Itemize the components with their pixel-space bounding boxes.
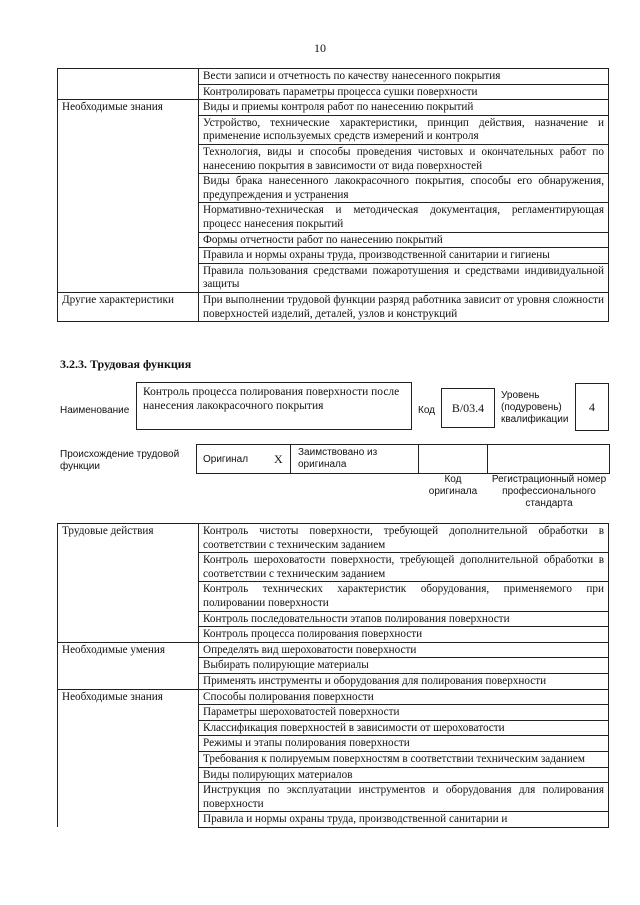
row-value: Контролировать параметры процесса сушки поверхности xyxy=(199,84,609,100)
name-label: Наименование xyxy=(60,405,130,416)
row-label xyxy=(58,69,199,85)
table-row xyxy=(58,69,609,85)
table-row xyxy=(58,720,609,736)
origin-divider xyxy=(290,444,291,474)
row-label xyxy=(58,263,199,292)
row-label xyxy=(58,203,199,232)
row-label xyxy=(58,582,199,611)
row-label: Другие характеристики xyxy=(58,292,199,321)
row-label: Трудовые действия xyxy=(58,524,199,553)
original-mark: X xyxy=(274,452,283,466)
row-value: Контроль чистоты поверхности, требующей дополнительной обработки в соответствии с техническим заданием xyxy=(199,524,609,553)
original-label: Оригинал xyxy=(203,454,249,465)
knowledge-table-top xyxy=(57,68,609,322)
row-value: Технология, виды и способы проведения чистовых и окончательных работ по нанесению покрытия в зависимости от вида поверхностей xyxy=(199,144,609,173)
origin-divider xyxy=(418,444,419,474)
origin-divider xyxy=(487,444,488,474)
row-label xyxy=(58,812,199,828)
table-row xyxy=(58,582,609,611)
row-value: Вести записи и отчетность по качеству нанесенного покрытия xyxy=(199,69,609,85)
row-value: Выбирать полирующие материалы xyxy=(199,658,609,674)
table-row xyxy=(58,627,609,643)
row-value: Контроль последовательности этапов полирования поверхности xyxy=(199,611,609,627)
row-value: Применять инструменты и оборудования для полирования поверхности xyxy=(199,673,609,689)
page-number: 10 xyxy=(314,41,326,55)
row-label xyxy=(58,736,199,752)
row-value: Способы полирования поверхности xyxy=(199,689,609,705)
section-title: 3.2.3. Трудовая функция xyxy=(60,357,192,371)
row-value: Устройство, технические характеристики, принцип действия, назначение и применение используемых средств измерений и контроля xyxy=(199,115,609,144)
function-code-box: В/03.4 xyxy=(441,388,495,428)
row-label xyxy=(58,611,199,627)
row-label xyxy=(58,84,199,100)
row-value: Правила пользования средствами пожаротушения и средствами индивидуальной защиты xyxy=(199,263,609,292)
table-row xyxy=(58,115,609,144)
row-label: Необходимые знания xyxy=(58,100,199,116)
table-row xyxy=(58,263,609,292)
row-value: Контроль шероховатости поверхности, требующей дополнительной обработки в соответствии с техническим заданием xyxy=(199,553,609,582)
row-label xyxy=(58,767,199,783)
table-row xyxy=(58,751,609,767)
row-label xyxy=(58,144,199,173)
row-value: Нормативно-техническая и методическая документация, регламентирующая процесс нанесения покрытий xyxy=(199,203,609,232)
row-label xyxy=(58,705,199,721)
borrowed-label: Заимствовано из оригинала xyxy=(298,447,378,470)
row-label xyxy=(58,720,199,736)
table-row xyxy=(58,232,609,248)
row-value: Виды полирующих материалов xyxy=(199,767,609,783)
row-value: Требования к полируемым поверхностям в соответствии техническим заданием xyxy=(199,751,609,767)
row-value: При выполнении трудовой функции разряд работника зависит от уровня сложности поверхностей изделий, деталей, узлов и конструкций xyxy=(199,292,609,321)
row-label xyxy=(58,248,199,264)
row-label xyxy=(58,174,199,203)
table-row xyxy=(58,689,609,705)
row-label xyxy=(58,553,199,582)
row-label: Необходимые знания xyxy=(58,689,199,705)
row-value: Режимы и этапы полирования поверхности xyxy=(199,736,609,752)
table-row xyxy=(58,174,609,203)
row-label xyxy=(58,783,199,812)
qualification-level-box: 4 xyxy=(575,383,609,431)
level-label: Уровень (подуровень) квалификации xyxy=(501,390,569,425)
table-row xyxy=(58,524,609,553)
row-value: Контроль процесса полирования поверхности xyxy=(199,627,609,643)
row-label xyxy=(58,232,199,248)
table-row xyxy=(58,767,609,783)
table-row xyxy=(58,248,609,264)
row-value: Виды и приемы контроля работ по нанесению покрытий xyxy=(199,100,609,116)
reg-number-caption: Регистрационный номер профессионального стандарта xyxy=(491,474,607,509)
table-row xyxy=(58,292,609,321)
table-row xyxy=(58,658,609,674)
table-row xyxy=(58,812,609,828)
origin-code-caption: Код оригинала xyxy=(428,474,478,497)
table-row xyxy=(58,673,609,689)
row-value: Определять вид шероховатости поверхности xyxy=(199,642,609,658)
row-value: Контроль технических характеристик оборудования, применяемого при полировании поверхности xyxy=(199,582,609,611)
table-row xyxy=(58,553,609,582)
row-value: Инструкция по эксплуатации инструментов и оборудования для полирования поверхности xyxy=(199,783,609,812)
row-value: Формы отчетности работ по нанесению покрытий xyxy=(199,232,609,248)
function-details-table xyxy=(57,523,609,828)
function-name-box: Контроль процесса полирования поверхности после нанесения лакокрасочного покрытия xyxy=(136,382,412,430)
row-value: Классификация поверхностей в зависимости от шероховатости xyxy=(199,720,609,736)
row-value: Параметры шероховатостей поверхности xyxy=(199,705,609,721)
row-label xyxy=(58,115,199,144)
table-row xyxy=(58,705,609,721)
table-row xyxy=(58,642,609,658)
code-label: Код xyxy=(418,405,436,416)
row-label xyxy=(58,673,199,689)
row-value: Виды брака нанесенного лакокрасочного покрытия, способы его обнаружения, предупреждения и устранения xyxy=(199,174,609,203)
table-row xyxy=(58,611,609,627)
row-label xyxy=(58,627,199,643)
origin-label: Происхождение трудовой функции xyxy=(60,449,180,472)
table-row xyxy=(58,84,609,100)
row-value: Правила и нормы охраны труда, производственной санитарии и xyxy=(199,812,609,828)
table-row xyxy=(58,203,609,232)
table-row xyxy=(58,100,609,116)
row-label: Необходимые умения xyxy=(58,642,199,658)
table-row xyxy=(58,144,609,173)
table-row xyxy=(58,783,609,812)
row-label xyxy=(58,751,199,767)
row-label xyxy=(58,658,199,674)
row-value: Правила и нормы охраны труда, производственной санитарии и гигиены xyxy=(199,248,609,264)
table-row xyxy=(58,736,609,752)
